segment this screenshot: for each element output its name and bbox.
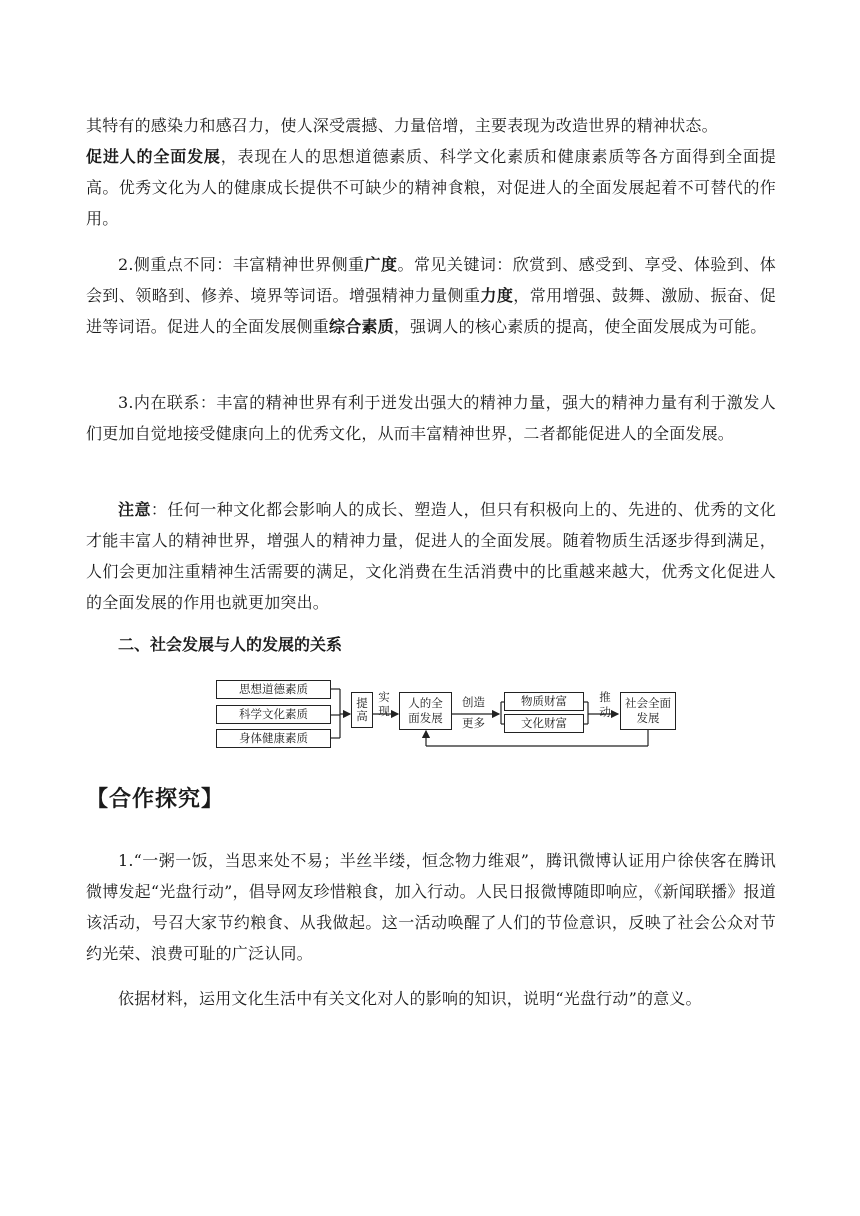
paragraph-text: 3.内在联系：丰富的精神世界有利于迸发出强大的精神力量，强大的精神力量有利于激发人们更加自觉地接受健康向上的优秀文化，从而丰富精神世界，二者都能促进人的全面发展。 — [86, 393, 776, 443]
paragraph-note — [86, 494, 776, 618]
paragraph-spiritual-power-end — [86, 110, 776, 234]
quality-box-moral: 思想道德素质 — [216, 680, 331, 699]
paragraph-text: ：任何一种文化都会影响人的成长、塑造人，但只有积极向上的、先进的、优秀的文化才能丰富人的精神世界，增强人的精神力量，促进人的全面发展。随着物质生活逐步得到满足，人们会更加注重精神生活需要的满足，文化消费在生活消费中的比重越来越大，优秀文化促进人的全面发展的作用也就更加突出。 — [86, 500, 776, 612]
more-label: 更多 — [462, 716, 485, 730]
create-label: 创造 — [462, 695, 485, 709]
push-label: 推动 — [599, 690, 611, 719]
quality-box-health: 身体健康素质 — [216, 729, 331, 748]
section-heading-relationship: 二、社会发展与人的发展的关系 — [118, 635, 343, 654]
person-development-box: 人的全面发展 — [399, 692, 452, 730]
paragraph-text: 其特有的感染力和感召力，使人深受震撼、力量倍增，主要表现为改造世界的精神状态。 — [86, 116, 718, 135]
paragraph-text: ，常用增强、鼓舞、激励、振奋、促进等词语。促进人的全面发展侧重 — [86, 286, 777, 336]
paragraph-text: 。常见关键词：欣赏到、感受到、享受、体验到、体会到、领略到、修养、境界等词语。增强精神力量侧重 — [86, 255, 777, 305]
relationship-diagram — [212, 674, 692, 756]
bold-term-breadth: 广度 — [364, 255, 398, 274]
paragraph-text: 2.侧重点不同：丰富精神世界侧重 — [118, 255, 365, 274]
paragraph-text: ，表现在人的思想道德素质、科学文化素质和健康素质等各方面得到全面提高。优秀文化为人的健康成长提供不可缺少的精神食粮，对促进人的全面发展起着不可替代的作用。 — [86, 147, 776, 228]
quality-box-science: 科学文化素质 — [216, 705, 331, 724]
section-title-cooperative-inquiry: 【合作探究】 — [86, 787, 225, 812]
inquiry-paragraph-material — [86, 845, 776, 969]
society-development-box: 社会全面发展 — [620, 692, 676, 730]
inquiry-paragraph-question — [86, 983, 776, 1014]
paragraph-inner-connection — [86, 387, 776, 449]
bold-term-overall-quality: 综合素质 — [329, 317, 394, 336]
paragraph-text: ，强调人的核心素质的提高，使全面发展成为可能。 — [393, 317, 767, 336]
realize-label: 实现 — [378, 690, 390, 718]
improve-box: 提高 — [351, 692, 373, 728]
bold-term-comprehensive-development: 促进人的全面发展 — [86, 147, 221, 166]
wealth-box-cultural: 文化财富 — [504, 714, 584, 733]
bold-term-strength: 力度 — [480, 286, 514, 305]
paragraph-focus-difference — [86, 249, 776, 342]
wealth-box-material: 物质财富 — [504, 692, 584, 711]
paragraph-text: 1.“一粥一饭，当思来处不易；半丝半缕，恒念物力维艰”，腾讯微博认证用户徐侠客在腾讯微博发起“光盘行动”，倡导网友珍惜粮食，加入行动。人民日报微博随即响应，《新闻联播》报道该活动，号召大家节约粮食、从我做起。这一活动唤醒了人们的节俭意识，反映了社会公众对节约光荣、浪费可耻的广泛认同。 — [86, 851, 776, 963]
paragraph-text: 依据材料，运用文化生活中有关文化对人的影响的知识，说明“光盘行动”的意义。 — [118, 989, 702, 1008]
bold-term-note: 注意 — [118, 500, 151, 519]
